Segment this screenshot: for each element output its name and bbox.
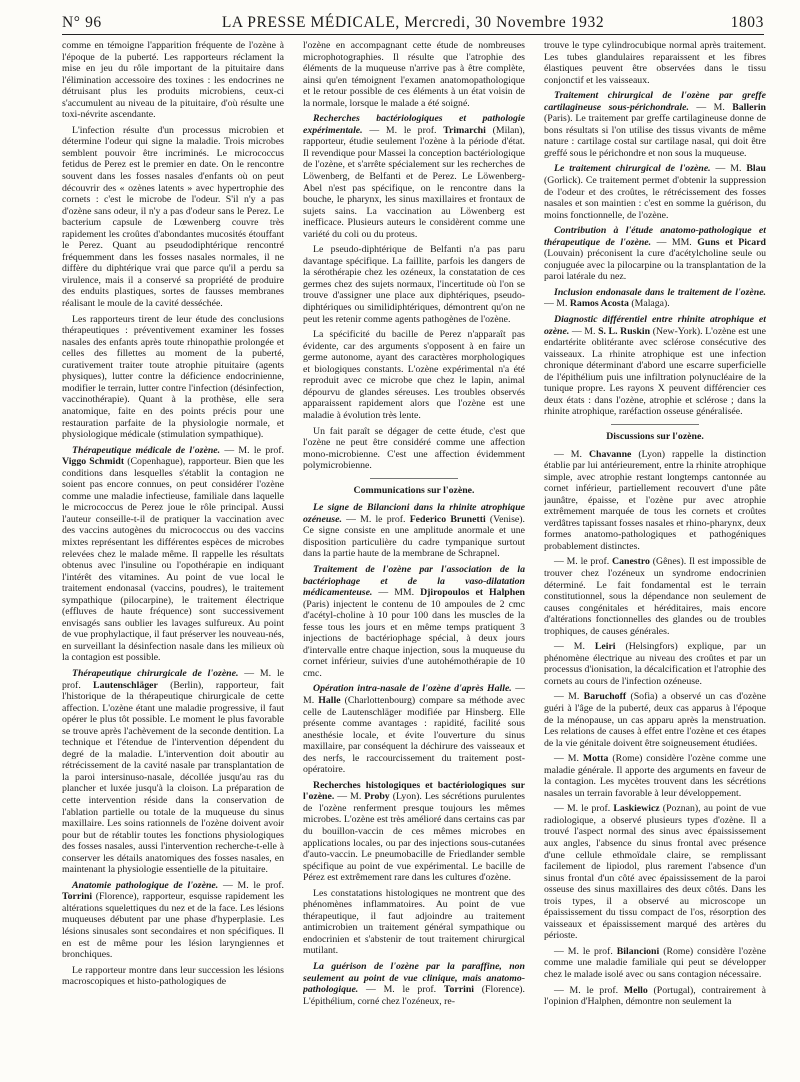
text-run: — M. le prof. [554,984,624,996]
paragraph: Le pseudo-diphtérique de Belfanti n'a pas paru davantage spécifique. La faillite, parfois les dangers de la sérothérapie chez les ozéneux, la constatation de ces germes chez des sujets normaux, l'incertitude où l'on se trouve d'assigner une place aux diphtériques, pseudo-diphtériques ou similidiphtériques, démontrent qu'on ne peut les retenir comme agents pathogènes de l'ozène. [303,244,525,325]
issue-number: N° 96 [62,14,102,31]
text-run: (Milan), rapporteur, étudie seulement l'ozène à la période d'état. Il revendique pour Massei la conception bactériologique de l'ozène, et s'arrête spécialement sur les recherches de Löwenberg, de Belfanti et de Perez. Le Löwenberg-Abel n'est pas spécifique, on le rencontre dans la bouche, le pharynx, les sinus maxillaires et frontaux de sujets sains. La vaccination au Löwenberg est inefficace. Plusieurs auteurs le considèrent comme une variété du coli ou du proteus. [303,124,525,240]
text-run: (Lyon) rappelle la distinction établie par lui antérieurement, entre la rhinite atrophique simple, avec atrophie restant longtemps cantonnée au cornet inférieur, partiellement recouvert d'une pâte jaunâtre, épaisse, et l'ozène pur avec atrophie extrêmement marquée de tous les cornets et croûtes verdâtres tapissant fosses nasales et rhino-pharynx, deux formes anatomo-pathologiques et pathogéniques probablement distinctes. [544,448,766,552]
text-run: (Sofia) a observé un cas d'ozène guéri à l'âge de la puberté, deux cas apparus à l'époque de la ménopause, un cas apparu après la menstruation. Les relations de causes à effet entre l'ozène et ces étapes de la vie génitale doivent être soigneusement étudiées. [544,691,766,749]
column-2 [303,40,525,1072]
text-run: (Portugal), contrairement à l'opinion d'Halphen, démontre non seulement la [544,984,766,1008]
section-heading: La guérison de l'ozène par la paraffine, non seulement au point de vue clinique, mais anatomo-pathologique. [303,961,525,996]
author-name: Torrini [62,891,93,903]
author-name: Baruchoff [583,691,627,703]
discussion-paragraph [544,946,766,981]
section-paragraph [303,113,525,240]
author-name: Canestro [612,556,650,568]
text-run: — M. le prof. [218,879,284,891]
section-paragraph [62,445,284,664]
section-heading: Traitement chirurgical de l'ozène par greffe cartilagineuse sous-périchondrale. [544,90,766,113]
article-columns [62,40,766,1072]
paragraph: La spécificité du bacille de Perez n'apparaît pas évidente, car des arguments s'opposent à en faire un germe autonome, ayant des caractères morphologiques et biologiques constants. L'ozène expérimental n'a été reproduit avec ce microbe que chez le lapin, animal dépourvu de glandes séreuses. Les troubles observés apparaissent rapidement alors que l'ozène est une maladie à évolution très lente. [303,329,525,421]
section-title: Discussions sur l'ozène. [606,430,704,442]
discussion-paragraph [544,985,766,1008]
author-name: Halle [318,694,341,706]
text-run: — M. le prof. [362,124,444,136]
column-3 [544,40,766,1072]
author-name: Ramos Acosta [569,298,629,310]
discussion-paragraph [544,449,766,553]
section-paragraph [544,314,766,418]
paragraph: trouve le type cylindrocubique normal après traitement. Les tubes glandulaires reparaissent et les fibres élastiques peuvent être observées dans le tissu conjonctif et les vaisseaux. [544,40,766,86]
paragraph: Les constatations histologiques ne montrent que des phénomènes inflammatoires. Au point de vue thérapeutique, il faut adjoindre au traitement antimicrobien un traitement général sympathique ou endocrinien et s'abstenir de tout traitement chirurgical mutilant. [303,887,525,957]
discussion-paragraph [544,556,766,637]
section-paragraph [303,502,525,560]
author-name: Bilancioni [616,945,660,957]
section-heading: Traitement de l'ozène par l'association de la bactériophage et de la vaso-dilatation médicamenteuse. [303,563,525,599]
section-heading: Thérapeutique chirurgicale de l'ozène. [72,667,239,679]
text-run: (Copenhague), rapporteur. Bien que les conditions dans lesquelles s'établit la contagion ne soient pas encore connues, on peut considérer l'ozène comme une maladie infectieuse, familiale dans laquelle le micrococcus de Perez joue le rôle principal. Aussi l'auteur conseille-t-il de pratiquer la vaccination avec des vaccins autogènes du micrococcus ou des vaccins mixtes représentant les différentes espèces de microbes relevées chez le malade même. Il rappelle les résultats obtenus avec l'insuline ou l'opothérapie en indiquant l'intérêt des vitamines. Au point de vue local le traitement endonasal (vaccins, poudres), le traitement sympathique (pilocarpine), le traitement électrique (effluves de haute fréquence) sont successivement envisagés sans oublier les lavages sulfureux. Au point de vue prophylactique, il faut préserver les nouveau-nés, en surveillant la désinfection nasale dans les milieux où la contagion est possible. [62,456,284,664]
text-run: (Lyon). Les sécrétions purulentes de l'ozène renferment presque toujours les mêmes microbes. L'ozène est très amélioré dans certains cas par du bouillon-vaccin de ces mêmes microbes en applications locales, ou par des injections sous-cutanées d'auto-vaccin. Le pneumobacille de Friedlander semble spécifique au point de vue expérimental. Le bacille de Pérez est extrêmement rare dans les cultures d'ozène. [303,791,525,884]
discussion-paragraph [544,803,766,942]
section-paragraph [544,163,766,221]
section-paragraph [303,564,525,679]
author-name: Ballerin [732,101,766,113]
author-name: Trimarchi [443,124,486,136]
text-run: (Rome) considère l'ozène comme une maladie générale. Il apporte des arguments en faveur de la contagion. Les mycètes trouvent dans les sécrétions nasales un terrain favorable à leur développement. [544,753,766,799]
text-run: — M. [303,683,525,706]
discussion-paragraph [544,641,766,687]
header-rule [62,34,764,35]
section-heading: Recherches histologiques et bactériologiques sur l'ozène. [303,779,525,803]
section-divider [370,478,459,479]
text-run: (Gênes). Il est impossible de trouver chez l'ozéneux un syndrome endocrinien déterminé. Le fait fondamental est le terrain constitutionnel, sous la dépendance non seulement de causes congénitales et héréditaires, mais encore d'altérations fonctionnelles des glandes ou de troubles trophiques, de causes générales. [544,556,766,637]
section-heading: Recherches bactériologiques et pathologie expérimentale. [303,113,525,136]
author-name: Lautenschläger [93,679,158,691]
text-run: — M. [544,298,570,310]
section-heading: Thérapeutique médicale de l'ozène. [72,444,221,456]
paragraph: Les rapporteurs tirent de leur étude des conclusions thérapeutiques : préventivement examiner les fosses nasales des enfants après toute rhinopathie prolongée et celles des fillettes au moment de la puberté, curativement traiter toute atrophie pituitaire (agents physiques), lutter contre la déficience endocrinienne, modifier le terrain, lutter contre l'infection (désinfection, vaccinothérapie). Quant à la prothèse, elle sera anatomique, faite en des points précis pour une restauration parfaite de la physiologie normale, et physiologique médicale (stimulation sympathique). [62,313,284,441]
author-name: Blau [746,163,766,175]
text-run: — M. le prof. [220,444,284,456]
text-run: — MM. [372,587,421,599]
text-run: (Poznan), au point de vue radiologique, a observé plusieurs types d'ozène. Il a trouvé l'aspect normal des sinus avec épaississement aux angles, l'absence du sinus frontal avec présence d'une cellule ethmoïdale claire, se remplissant facilement de lipiodol, plus rarement l'absence d'un sinus frontal d'un côté avec épaississement de la paroi osseuse des sinus maxillaires des deux côtés. Dans les trois types, il a observé au microscope un épaississement du tissu compact de l'os, résorption des vaisseaux et épaississement marqué des artères du périoste. [544,803,766,942]
section-heading: Diagnostic différentiel entre rhinite atrophique et ozène. [544,314,766,337]
text-run: — M. [554,641,595,653]
text-run: — M. [569,325,599,337]
section-heading: Opération intra-nasale de l'ozène d'après Halle. [313,683,512,695]
text-run: (Rome) considère l'ozène comme une maladie familiale qui peut se développer chez le malade isolé avec ou sans contagion nécessaire. [544,945,766,981]
author-name: Mello [623,984,648,996]
paragraph: comme en témoigne l'apparition fréquente de l'ozène à l'époque de la puberté. Les rapporteurs réclament la mise en jeu du rôle important de la pituitaire dans l'élimination accessoire des toxines : les endocrines ne détruisant plus les produits microbiens, ceux-ci s'accumulent au niveau de la pituitaire, d'où résulte une toxi-névrite ascendante. [62,40,284,121]
author-name: Guns et Picard [697,236,766,248]
author-name: Leiri [594,641,616,653]
text-run: — MM. [651,236,698,248]
text-run: — M. [334,791,365,803]
section-heading: Anatomie pathologique de l'ozène. [72,879,219,891]
discussion-paragraph [544,691,766,749]
text-run: — M. [554,448,589,460]
discussion-paragraph [544,753,766,799]
section-paragraph [62,668,284,876]
text-run: — M. le prof. [62,667,284,691]
text-run: (New-York). L'ozène est une endartérite oblitérante avec sclérose consécutive des vaisseaux. La rhinite atrophique est une infection chronique déterminant d'abord une escarre superficielle de l'épithélium puis une infiltration polynucléaire de la tunique propre. Les rayons X peuvent différencier ces deux états : dans l'ozène, atrophie et sclérose ; dans la rhinite atrophique, raréfaction osseuse généralisée. [544,325,766,418]
section-title: Communications sur l'ozène. [353,484,475,496]
page-number: 1803 [730,14,764,31]
section-paragraph [62,880,284,961]
author-name: Viggo Schmidt [62,456,125,468]
text-run: — M. [554,691,584,703]
text-run: (Florence), rapporteur, esquisse rapidement les altérations squelettiques du nez et de la face. Les lésions muqueuses débutent par une phase d'hyperplasie. Les lésions sinusales sont secondaires et non spécifiques. Il en est de même pour les lésion laryngiennes et bronchiques. [62,891,284,961]
text-run: — M. le prof. [358,984,444,996]
text-run: (Helsingfors) explique, par un phénomène électrique au niveau des croûtes et par un processus d'ionisation, la décalcification et l'atrophie des cornets au cours de l'infection ozéneuse. [544,641,766,687]
text-run: (Venise). Ce signe consiste en une amplitude anormale et une disposition particulière du cadre tympanique surtout dans la partie haute de la membrane de Schrapnel. [303,513,525,560]
text-run: — M. le prof. [554,945,617,957]
journal-title: LA PRESSE MÉDICALE, Mercredi, 30 Novembre 1932 [221,14,605,31]
text-run: — M. le prof. [341,513,410,525]
text-run: (Louvain) préconisent la cure d'acétylcholine seule ou conjuguée avec la pilocarpine ou la transplantation de la paroi latérale du nez. [544,248,766,283]
section-heading: Inclusion endonasale dans le traitement de l'ozène. [554,286,766,298]
text-run: (Charlottenbourg) compare sa méthode avec celle de Lautenschläger modifiée par Hinsberg. Elle présente comme avantages : rapidité, facilité sous anesthésie locale, et évite l'ouverture du sinus maxillaire, par conséquent la déchirure des vaisseaux et des nerfs, le raccourcissement du traitement post-opératoire. [303,694,525,776]
column-1 [62,40,284,1072]
author-name: Motta [582,753,609,765]
text-run: (Florence). L'épithélium, corné chez l'ozéneux, re- [303,984,525,1007]
section-heading: Contribution à l'étude anatomo-pathologique et thérapeutique de l'ozène. [544,225,766,248]
text-run: (Paris) injectent le contenu de 10 ampoules de 2 cmc d'acétyl-choline à 10 pour 100 dans les muscles de la fesse tous les jours et en même temps pratiquent 3 injections de bactériophage spécial, à deux jours d'intervalle entre chaque injection, sous la muqueuse du cornet inférieur, suivies d'une autohémothérapie de 10 cmc. [303,598,525,679]
text-run: (Berlin), rapporteur, fait l'historique de la thérapeutique chirurgicale de cette affection. L'ozène étant une maladie progressive, il faut opérer le plus tôt possible. Le moment le plus favorable se trouve après l'achèvement de la seconde dentition. La technique et l'étendue de l'intervention dépendent du degré de la maladie. L'intervention doit aboutir au rétrécissement de la cavité nasale par transplantation de la paroi intersinuso-nasale, décollée jusqu'au ras du plancher et luxée jusqu'à la cloison. La préparation de cette intervention réside dans la conservation de l'ablation partielle ou totale de la muqueuse du sinus maxillaire. Les soins rationnels de l'ozène doivent avoir pour but de rétablir toutes les fonctions physiologiques des fosses nasales, aussi l'intervention recherche-t-elle à conserver les détails anatomiques des fosses nasales, en maintenant la physiologie essentielle de la pituitaire. [62,679,284,876]
author-name: Federico Brunetti [409,513,486,525]
author-name: Chavanne [588,448,632,460]
author-name: Laskiewicz [613,803,660,815]
section-paragraph [544,90,766,159]
text-run: — M. [554,753,583,765]
text-run: — M. le prof. [554,556,613,568]
section-paragraph [544,225,766,283]
text-run: — M. [688,101,733,113]
text-run: — M. le prof. [554,803,614,815]
text-run: (Paris). Le traitement par greffe cartilagineuse donne de bons résultats si l'on utilise des tissus vivants de même nature : cartilage costal sur cartilage nasal, qui doit être greffé sous le périchondre et non sous la muqueuse. [544,113,766,159]
section-paragraph [303,780,525,884]
author-name: Proby [364,791,390,803]
author-name: S. L. Ruskin [598,325,651,337]
page-header [62,14,764,36]
section-heading: Le traitement chirurgical de l'ozène. [554,163,711,175]
section-paragraph [303,961,525,1007]
paragraph: Le rapporteur montre dans leur succession les lésions macroscopiques et histo-pathologiques de [62,964,284,988]
text-run: (Gorlick). Ce traitement permet d'obtenir la suppression de l'odeur et des croûtes, le rétrécissement des fosses nasales et son maintien : c'est en somme la guérison, du moins fonctionnelle, de l'ozène. [544,175,766,221]
paragraph: l'ozène en accompagnant cette étude de nombreuses microphotographies. Il résulte que l'atrophie des éléments de la muqueuse n'arrive pas à être complète, ainsi qu'en témoignent l'examen anatomopathologique et le retour possible de ces éléments à un état voisin de la normale, lorsque le malade a été soigné. [303,40,525,109]
text-run: (Malaga). [628,298,670,310]
text-run: — M. [710,163,747,175]
section-divider [611,424,700,425]
section-paragraph [303,683,525,775]
section-paragraph [544,287,766,310]
paragraph: Un fait paraît se dégager de cette étude, c'est que l'ozène ne peut être considéré comme une affection mono-microbienne. C'est une affection évidemment polymicrobienne. [303,425,525,472]
author-name: Djiropoulos et Halphen [420,587,525,599]
paragraph: L'infection résulte d'un processus microbien et détermine l'odeur qui signe la maladie. Trois microbes semblent pouvoir être incriminés. Le micrococcus fetidus de Perez est le premier en date. On le rencontre souvent dans les fosses nasales d'enfants où on peut découvrir des « ozènes latents » avec hypertrophie des cornets : c'est le microbe de l'odeur. S'il n'y a pas d'ozène sans odeur, il n'y a pas d'odeur sans le Perez. Le bacterium capsule de Lœwenberg couvre très rapidement les croûtes d'abondantes mucosités étouffant le Perez. Quant au pseudodiphtérique rencontré fréquemment dans les fosses nasales normales, il ne diffère du diphtérique vrai que parce qu'il a perdu sa virulence, mais il a conservé sa propriété de produire des enduits plastiques, sortes de fausses membranes réalisant le moule de la cavité desséchée. [62,124,284,310]
section-heading: Le signe de Bilancioni dans la rhinite atrophique ozéneuse. [303,502,525,525]
author-name: Torrini [443,984,474,996]
